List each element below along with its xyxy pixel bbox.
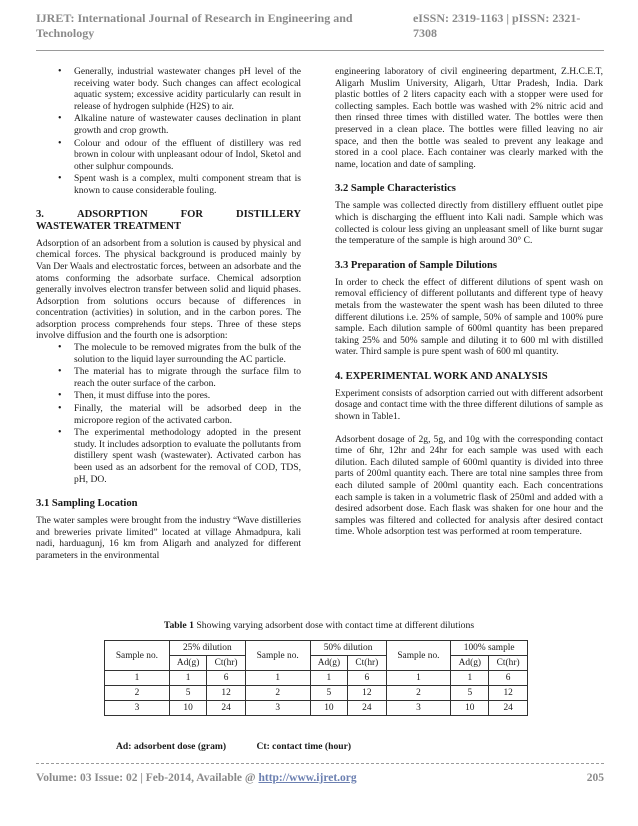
section-3-heading: 3. ADSORPTION FOR DISTILLERY: [36, 208, 301, 220]
table-row: [105, 686, 528, 701]
table-header-cell: Ct(hr): [348, 656, 386, 671]
section-3-2-title: 3.2 Sample Characteristics: [335, 183, 456, 195]
table-cell: 24: [207, 701, 245, 716]
table-header-cell: Sample no.: [105, 641, 170, 671]
table-row: [105, 701, 528, 716]
journal-name: IJRET: International Journal of Research in Engineering and Technology: [36, 11, 353, 40]
page-footer: [36, 772, 604, 784]
list-item: • The material has to migrate through the surface film to reach the outer surface of the carbon.: [36, 366, 301, 389]
list-item: • Alkaline nature of wastewater causes declination in plant growth and crop growth.: [36, 113, 301, 136]
left-column: [36, 66, 301, 562]
section-3-3-paragraph: In order to check the effect of different dilutions of spent wash on removal efficiency of different pollutants and different type of heavy metals from the wastewater the spent wash has been diluted to three different dilutions i.e. 25% of sample, 50% of sample and 100% pure sample. Each dilution sample of 600ml quantity has been prepared taking 25% and 50% sample and diluting it to 600 ml with distilled water. Third sample is pure spent wash of 600 ml quantity.: [335, 276, 603, 358]
right-column: [335, 66, 603, 538]
section-4-paragraph-2: Adsorbent dosage of 2g, 5g, and 10g with the corresponding contact time of 6hr, 12hr and 24hr for each sample was used with each dilution. Each diluted sample of 600ml quantity is divided into three parts of 200ml quantity each. There are total nine samples three from each diluted sample of 200ml quantity each. Each concentrations each sample is taken in a volumetric flask of 250ml and added with a desired adsorbent dose. Each flask was shaken for one hour and the samples was filtered and collected for analysis after desired contact time. Whole adsorption test was performed at room temperature.: [335, 433, 603, 538]
table-cell: 5: [310, 686, 348, 701]
table-header-row: [105, 641, 528, 656]
table-legend: [116, 741, 379, 752]
section-4-paragraph-1: Experiment consists of adsorption carried out with different adsorbent dosage and contact time with the three different dilutions of sample as shown in Table1.: [335, 387, 603, 423]
table-header-cell: Ct(hr): [489, 656, 528, 671]
section-4-title: 4. EXPERIMENTAL WORK AND ANALYSIS: [335, 370, 548, 382]
list-item: • Generally, industrial wastewater changes pH level of the receiving water body. Such changes can affect ecological aquatic system; excessive acidity particularly can result in release of hydrogen sulphide (H2S) to air.: [36, 66, 301, 112]
table-cell: 10: [451, 701, 489, 716]
list-item: • The experimental methodology adopted in the present study. It includes adsorption to evaluate the pollutants from distillery spent wash (wastewater). Activated carbon has been used as an adsorbent for the removal of COD, TDS, pH, DO.: [36, 427, 301, 485]
table-cell: 1: [105, 671, 170, 686]
table-cell: 2: [245, 686, 310, 701]
table-row: [105, 671, 528, 686]
table-cell: 1: [245, 671, 310, 686]
page-number: 205: [586, 772, 604, 784]
bullet-list-1: [36, 66, 301, 197]
table-cell: 12: [489, 686, 528, 701]
section-3-heading-line2: WASTEWATER TREATMENT: [36, 221, 182, 233]
footer-volume: Volume: 03 Issue: 02 | Feb-2014, Available @: [36, 772, 259, 784]
table-cell: 6: [348, 671, 386, 686]
table-cell: 24: [489, 701, 528, 716]
table-1: [104, 640, 528, 716]
bullet-list-2: [36, 342, 301, 485]
legend-ad: Ad: adsorbent dose (gram): [116, 741, 227, 752]
table-cell: 1: [451, 671, 489, 686]
section-3-2-paragraph: The sample was collected directly from distillery effluent outlet pipe which is discharging the effluent into Kali nadi. Sample which was collected is colour less giving an unpleasant smell of like burnt sugar the temperature of the sample is high around 30° C.: [335, 200, 603, 247]
table-cell: 6: [489, 671, 528, 686]
table-cell: 3: [105, 701, 170, 716]
section-3-1-paragraph: The water samples were brought from the industry “Wave distilleries and breweries private limited” located at village Ahmadpura, kali nadi, harduagunj, 16 km from Aligarh and analyzed for different parameters in the environmental: [36, 515, 301, 561]
table-cell: 10: [310, 701, 348, 716]
table-cell: 1: [386, 671, 451, 686]
table-cell: 5: [169, 686, 207, 701]
table-cell: 2: [105, 686, 170, 701]
page-header: [36, 11, 604, 40]
table-cell: 3: [245, 701, 310, 716]
table-header-cell: Ct(hr): [207, 656, 245, 671]
table-cell: 5: [451, 686, 489, 701]
list-item: • Spent wash is a complex, multi component stream that is known to cause considerable fouling.: [36, 173, 301, 196]
section-3-1-title: 3.1 Sampling Location: [36, 498, 138, 510]
table-cell: 12: [207, 686, 245, 701]
table-cell: 6: [207, 671, 245, 686]
table-header-cell: Sample no.: [245, 641, 310, 671]
table-cell: 1: [310, 671, 348, 686]
table-cell: 1: [169, 671, 207, 686]
list-item: • The molecule to be removed migrates from the bulk of the solution to the liquid layer surrounding the AC particle.: [36, 342, 301, 365]
table-header-cell: Ad(g): [451, 656, 489, 671]
section-3-3-title: 3.3 Preparation of Sample Dilutions: [335, 259, 497, 271]
table-header-cell: 100% sample: [451, 641, 528, 656]
section-3-paragraph: Adsorption of an adsorbent from a solution is caused by physical and chemical forces. The physical background is produced mainly by Van Der Waals and electrostatic forces, between an adsorbate and the atoms conforming the adsorbate surface. Chemical adsorption generally involves electron transfer between solid and liquid phases. Adsorption from solutions occurs because of differences in concentration (activities) in solution, and in the carbon pores. The adsorption process comprehends four steps. Three of these steps involve diffusion and the fourth one is adsorption:: [36, 237, 301, 342]
issn: eISSN: 2319-1163 | pISSN: 2321-7308: [412, 11, 581, 40]
table-cell: 12: [348, 686, 386, 701]
table-header-cell: Ad(g): [169, 656, 207, 671]
list-item: • Colour and odour of the effluent of distillery was red brown in colour with unpleasant odour of Indol, Sketol and other sulphur compounds.: [36, 138, 301, 173]
continued-paragraph: engineering laboratory of civil engineering department, Z.H.C.E.T, Aligarh Muslim University, Aligarh, Uttar Pradesh, India. Dark plastic bottles of 2 liters capacity each with a stopper were used for collecting samples. Each bottle was washed with 2% nitric acid and then rinsed three times with distilled water. The bottles were then preserved in a clean place. The bottles were filled leaving no air space, and then the bottle was sealed to prevent any leakage and stored in a cool place. Each container was clearly marked with the name, location and date of sampling.: [335, 66, 603, 170]
journal-link[interactable]: http://www.ijret.org: [258, 772, 357, 784]
table-cell: 10: [169, 701, 207, 716]
header-rule: [36, 50, 604, 51]
list-item: • Finally, the material will be adsorbed deep in the micropore region of the activated carbon.: [36, 403, 301, 426]
table-header-cell: Ad(g): [310, 656, 348, 671]
table-caption: Table 1 Showing varying adsorbent dose with contact time at different dilutions: [163, 620, 475, 631]
table-cell: 2: [386, 686, 451, 701]
table-cell: 3: [386, 701, 451, 716]
table-header-cell: 50% dilution: [310, 641, 386, 656]
list-item: • Then, it must diffuse into the pores.: [36, 390, 301, 402]
table-header-cell: 25% dilution: [169, 641, 245, 656]
table-cell: 24: [348, 701, 386, 716]
footer-rule: [36, 763, 604, 764]
table-header-cell: Sample no.: [386, 641, 451, 671]
legend-ct: Ct: contact time (hour): [256, 741, 352, 752]
